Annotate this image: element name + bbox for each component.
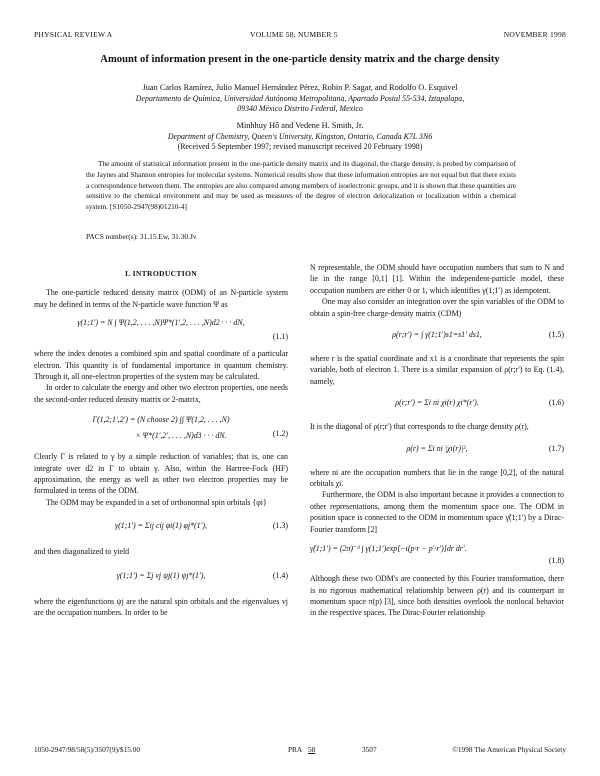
journal-abbrev: PRA [288, 745, 303, 754]
pacs-numbers: PACS number(s): 31.15.Ew, 31.30.Jv [86, 232, 197, 241]
equation-body-line-1: Γ(1,2;1′,2′) = (N choose 2) ∫∫ Ψ(1,2, . . . ,N) [92, 415, 230, 425]
equation-number: (1.7) [548, 443, 564, 453]
equation-1-4 [34, 570, 288, 584]
affiliation-1-line-2: 09340 México Distrito Federal, Mexico [237, 104, 363, 113]
equation-number: (1.2) [272, 429, 288, 439]
paragraph: Although these two ODM's are connected by this Fourier transformation, there is no rigorous mathematical relationship between ρ(r) and its counterpart in momentum space π(p) [3], since both densities overlook the nonlocal behavior in the respective spaces. The Dirac-Fourier relationship [310, 574, 564, 618]
equation-1-5 [310, 329, 564, 343]
equation-1-6 [310, 397, 564, 411]
authors-group-1: Juan Carlos Ramírez, Julio Manuel Hernández Pérez, Robin P. Sagar, and Rodolfo O. Esquivel [142, 83, 458, 92]
abstract [86, 159, 516, 213]
paragraph: N representable, the ODM should have occupation numbers that sum to N and lie in the range [0,1] [1]. Within the independent-particle model, these occupation numbers are either 0 or 1, which identifies γ(1;1′) as idempotent. [310, 263, 564, 295]
issue-date: NOVEMBER 1998 [503, 30, 566, 39]
equation-body: ρ(r;r′) = Σi ni χi(r) χi*(r′). [395, 398, 479, 408]
article-title: Amount of information present in the one-particle density matrix and the charge density [100, 54, 500, 65]
paragraph: Furthermore, the ODM is also important because it provides a connection to other representations, among them the momentum space one. The ODM in position space is connected to the ODM in momentum space γ̃(1;1′) by a Dirac-Fourier transform [2] [310, 490, 564, 534]
copyright: ©1998 The American Physical Society [452, 745, 566, 754]
equation-number: (1.6) [548, 398, 564, 408]
paragraph: where ni are the occupation numbers that lie in the range [0,2], of the natural orbitals χi. [310, 467, 564, 489]
equation-body-line-2: × Ψ*(1′,2′, . . . ,N)d3 · · · dN. [135, 431, 227, 441]
paragraph: The one-particle reduced density matrix (ODM) of an N-particle system may be defined in terms of the N-particle wave function Ψ as [34, 288, 288, 309]
equation-1-1 [34, 317, 288, 342]
equation-body: γ̃(1;1′) = (2π)⁻³ ∫ γ(1;1′)exp[−ı(p·r − p′·r′)]dr dr′. [310, 544, 467, 554]
journal-name: PHYSICAL REVIEW A [34, 30, 113, 39]
page-number: 3507 [362, 745, 377, 754]
issn-code: 1050-2947/98/58(5)/3507(9)/$15.00 [34, 745, 140, 754]
abstract-text: The amount of statistical information present in the one-particle density matrix and its diagonal, the charge density, is probed by comparison of the Jaynes and Shannon entropies for molecular systems. Numerical results show that these information entropies are not equal but that there exists a correspondence between them. The entropies are also compared among members of isoelectronic groups, and it is shown that these quantities are sensitive to the chemical environment and may be used as measures of the degree of electron delocalization or localization within a chemical system. [S1050-2947(98)01210-4] [86, 159, 516, 212]
equation-body: γ(1;1′) = Σij cij φi(1) φj*(1′), [115, 521, 207, 531]
right-column [310, 262, 564, 619]
paragraph: and then diagonalized to yield [34, 547, 130, 557]
volume-number: VOLUME 58, NUMBER 5 [250, 30, 338, 39]
paragraph: Clearly Γ is related to γ by a simple reduction of variables; that is, one can integrate over d2 in Γ to obtain γ. Also, within the Hartree-Fock (HF) approximation, the energy as well as other two electron properties may be formulated in terms of the ODM. [34, 452, 288, 496]
authors-group-2: Minhhuy Hô and Vedene H. Smith, Jr. [236, 121, 364, 130]
running-header [34, 30, 566, 42]
paragraph: where r is the spatial coordinate and x1 is a coordinate that represents the spin variable, both of electron 1. There is a similar expansion of ρ(r;r′) to Eq. (1.4), namely, [310, 354, 564, 386]
affiliation-2: Department of Chemistry, Queen's University, Kingston, Ontario, Canada K7L 3N6 [167, 132, 433, 141]
equation-body: γ(1;1′) = Σj vj ψj(1) ψj*(1′), [116, 570, 206, 580]
paragraph: One may also consider an integration over the spin variables of the ODM to obtain a spin-free charge-density matrix (CDM) [310, 297, 564, 318]
paragraph: where the index denotes a combined spin and spatial coordinate of a particular electron. This quantity is of fundamental importance in quantum chemistry. Through it, all one-electron properties of the system may be calculated. [34, 349, 288, 382]
journal-volume: 58 [308, 745, 316, 754]
paragraph: It is the diagonal of ρ(r;r′) that corresponds to the charge density ρ(r), [310, 422, 529, 432]
paragraph: The ODM may be expanded in a set of orthonormal spin orbitals {φi} [46, 497, 267, 507]
equation-body: ρ(r) = Σi ni |χi(r)|², [406, 443, 468, 453]
equation-number: (1.5) [548, 330, 564, 340]
equation-body: ρ(r;r′) = ∫ γ(1;1′)s1=s1′ ds1, [392, 330, 482, 340]
received-dates: (Received 5 September 1997; revised manuscript received 20 February 1998) [177, 142, 423, 151]
paragraph: In order to calculate the energy and other two electron properties, one needs the second-order reduced density matrix or 2-matrix, [34, 383, 288, 404]
paragraph: where the eigenfunctions ψj are the natural spin orbitals and the eigenvalues vj are the occupation numbers. In order to be [34, 596, 288, 618]
equation-1-3 [34, 520, 288, 534]
equation-1-7 [310, 443, 564, 457]
equation-number: (1.8) [548, 556, 564, 566]
affiliation-1-line-1: Departamento de Química, Universidad Autónoma Metropolitana, Apartado Postal 55-534, Iztapalapa, [135, 94, 465, 103]
equation-1-2 [34, 412, 288, 444]
page-footer [34, 745, 566, 757]
equation-number: (1.3) [272, 521, 288, 531]
section-heading: I. INTRODUCTION [124, 269, 197, 278]
equation-number: (1.4) [272, 570, 288, 580]
equation-body: γ(1;1′) = N ∫ Ψ(1,2, . . . ,N)Ψ*(1′,2, . . . ,N)d2 · · · dN, [77, 318, 245, 328]
equation-1-8 [310, 543, 564, 567]
left-column [34, 268, 288, 619]
equation-number: (1.1) [272, 332, 288, 342]
